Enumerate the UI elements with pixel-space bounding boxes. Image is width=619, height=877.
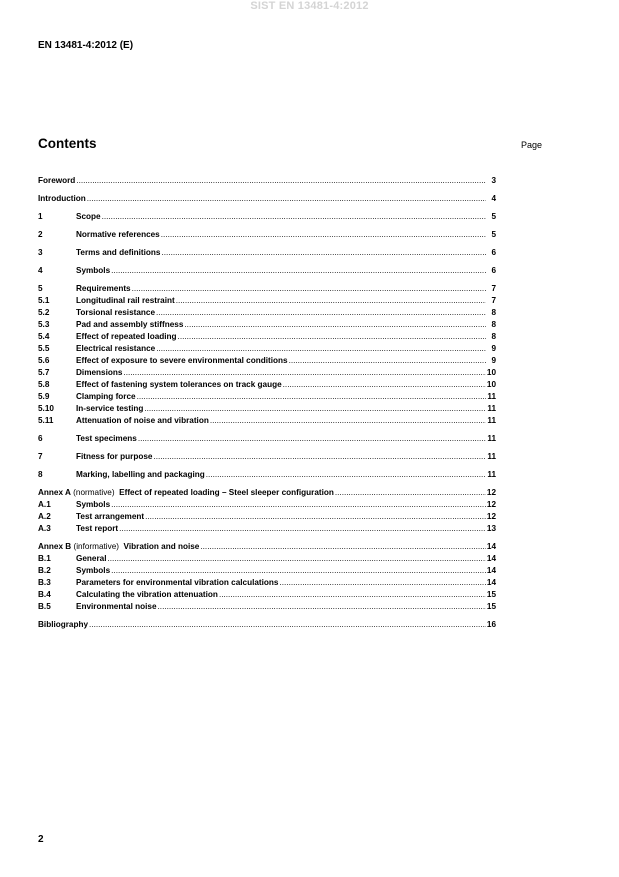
toc-entry-title: Calculating the vibration attenuation (76, 590, 218, 599)
toc-entry-title: Torsional resistance (76, 308, 156, 317)
toc-entry-title: Symbols (76, 266, 111, 275)
toc-entry-title: Parameters for environmental vibration calculations (76, 578, 279, 587)
dot-leader (102, 211, 486, 223)
dot-leader (176, 295, 486, 307)
toc-entry-title: Test report (76, 524, 119, 533)
toc-entry[interactable] (38, 355, 496, 367)
dot-leader (111, 499, 486, 511)
toc-entry-number: A.3 (38, 524, 51, 533)
dot-leader (219, 589, 486, 601)
dot-leader (132, 283, 486, 295)
dot-leader (279, 577, 485, 589)
toc-entry-page: 5 (491, 212, 496, 221)
toc-entry[interactable] (38, 331, 496, 343)
toc-entry-title (38, 487, 334, 499)
toc-entry-number: 5.4 (38, 332, 50, 341)
toc-entry-title: Introduction (38, 194, 86, 203)
toc-entry-page: 15 (486, 590, 496, 599)
toc-entry-page: 4 (491, 194, 496, 203)
toc-entry-page: 13 (486, 524, 496, 533)
dot-leader (335, 487, 486, 499)
toc-entry-page: 14 (486, 578, 496, 587)
dot-leader (161, 229, 486, 241)
toc-entry[interactable] (38, 379, 496, 391)
toc-entry[interactable] (38, 343, 496, 355)
toc-entry-page: 11 (487, 452, 496, 461)
toc-entry[interactable] (38, 577, 496, 589)
table-of-contents (38, 175, 496, 631)
toc-entry[interactable] (38, 265, 496, 277)
toc-entry-page: 12 (486, 500, 496, 509)
dot-leader (200, 541, 486, 553)
dot-leader (178, 331, 486, 343)
dot-leader (289, 355, 486, 367)
page-column-label: Page (521, 140, 543, 150)
toc-entry[interactable] (38, 565, 496, 577)
toc-entry[interactable] (38, 487, 496, 499)
toc-entry-page: 7 (491, 296, 496, 305)
toc-entry-title: Pad and assembly stiffness (76, 320, 184, 329)
toc-entry-number: 5.8 (38, 380, 50, 389)
toc-entry-number: B.4 (38, 590, 51, 599)
toc-entry-number: 6 (38, 434, 43, 443)
toc-entry-page: 6 (491, 266, 496, 275)
toc-entry[interactable] (38, 319, 496, 331)
annex-title: Vibration and noise (121, 542, 200, 551)
toc-entry-page: 6 (491, 248, 496, 257)
toc-entry[interactable] (38, 451, 496, 463)
toc-entry-number: A.2 (38, 512, 51, 521)
toc-entry-page: 11 (487, 434, 496, 443)
contents-heading: Contents (38, 136, 97, 151)
toc-entry-page: 9 (491, 344, 496, 353)
dot-leader (283, 379, 486, 391)
toc-entry[interactable] (38, 307, 496, 319)
toc-entry-title: In-service testing (76, 404, 144, 413)
toc-entry-title: Dimensions (76, 368, 123, 377)
toc-entry-number: 8 (38, 470, 43, 479)
toc-entry-page: 14 (486, 554, 496, 563)
toc-entry-page: 10 (486, 380, 496, 389)
annex-label: Annex B (38, 542, 72, 551)
toc-entry[interactable] (38, 247, 496, 259)
toc-entry-number: 3 (38, 248, 43, 257)
toc-entry[interactable] (38, 391, 496, 403)
toc-entry-title: Test arrangement (76, 512, 145, 521)
toc-entry-title: Foreword (38, 176, 76, 185)
toc-entry-title: Electrical resistance (76, 344, 156, 353)
toc-entry-number: 5.11 (38, 416, 54, 425)
dot-leader (144, 403, 486, 415)
dot-leader (153, 451, 486, 463)
toc-entry-title: Normative references (76, 230, 160, 239)
toc-entry-page: 11 (487, 416, 496, 425)
dot-leader (206, 469, 486, 481)
toc-entry-title: Symbols (76, 500, 111, 509)
annex-title: Effect of repeated loading – Steel sleeper configuration (116, 488, 334, 497)
toc-entry-page: 5 (491, 230, 496, 239)
toc-entry[interactable] (38, 469, 496, 481)
dot-leader (123, 367, 485, 379)
toc-entry-page: 8 (491, 308, 496, 317)
toc-entry[interactable] (38, 193, 496, 205)
dot-leader (111, 265, 486, 277)
toc-entry-title: Fitness for purpose (76, 452, 153, 461)
toc-entry[interactable] (38, 175, 496, 187)
dot-leader (184, 319, 486, 331)
toc-entry[interactable] (38, 553, 496, 565)
dot-leader (145, 511, 486, 523)
toc-entry-number: 5.3 (38, 320, 50, 329)
toc-entry[interactable] (38, 229, 496, 241)
toc-entry-title (38, 541, 199, 553)
dot-leader (156, 343, 486, 355)
dot-leader (108, 553, 486, 565)
toc-entry[interactable] (38, 211, 496, 223)
toc-entry-title: Symbols (76, 566, 111, 575)
toc-entry-number: 5.2 (38, 308, 50, 317)
toc-entry[interactable] (38, 415, 496, 427)
toc-entry-page: 15 (486, 602, 496, 611)
dot-leader (210, 415, 486, 427)
toc-entry-title: Scope (76, 212, 101, 221)
annex-kind: (informative) (71, 542, 122, 551)
toc-entry-number: B.5 (38, 602, 51, 611)
toc-entry-title: General (76, 554, 107, 563)
toc-entry-title: Attenuation of noise and vibration (76, 416, 209, 425)
toc-entry-page: 14 (486, 566, 496, 575)
toc-entry-number: 4 (38, 266, 43, 275)
toc-entry[interactable] (38, 403, 496, 415)
toc-entry[interactable] (38, 523, 496, 535)
dot-leader (158, 601, 486, 613)
toc-entry-number: B.1 (38, 554, 51, 563)
toc-entry[interactable] (38, 283, 496, 295)
watermark: SIST EN 13481-4:2012 (250, 0, 369, 12)
toc-entry-page: 3 (491, 176, 496, 185)
toc-entry[interactable] (38, 589, 496, 601)
toc-entry[interactable] (38, 511, 496, 523)
toc-entry-title: Clamping force (76, 392, 136, 401)
toc-entry-title: Marking, labelling and packaging (76, 470, 205, 479)
toc-entry-number: A.1 (38, 500, 51, 509)
toc-entry-page: 11 (487, 404, 496, 413)
toc-entry-number: 5.5 (38, 344, 50, 353)
toc-entry-page: 12 (486, 512, 496, 521)
toc-entry-page: 7 (491, 284, 496, 293)
toc-entry-number: 5.10 (38, 404, 54, 413)
toc-entry[interactable] (38, 541, 496, 553)
toc-entry-number: 5.1 (38, 296, 50, 305)
toc-entry-page: 12 (486, 488, 496, 497)
toc-entry-number: 1 (38, 212, 43, 221)
toc-entry-page: 8 (491, 332, 496, 341)
toc-entry-title: Effect of repeated loading (76, 332, 177, 341)
toc-entry-number: 7 (38, 452, 43, 461)
toc-entry-title: Effect of fastening system tolerances on track gauge (76, 380, 282, 389)
toc-entry-title: Environmental noise (76, 602, 157, 611)
annex-label: Annex A (38, 488, 71, 497)
toc-entry-title: Terms and definitions (76, 248, 161, 257)
document-id: EN 13481-4:2012 (E) (38, 40, 134, 51)
toc-entry[interactable] (38, 433, 496, 445)
dot-leader (89, 619, 486, 631)
toc-entry-page: 9 (491, 356, 496, 365)
toc-entry-number: 2 (38, 230, 43, 239)
toc-entry-title: Test specimens (76, 434, 137, 443)
dot-leader (138, 433, 486, 445)
toc-entry-page: 16 (486, 620, 496, 629)
toc-entry-title: Bibliography (38, 620, 89, 629)
toc-entry-page: 11 (487, 470, 496, 479)
toc-entry-number: 5.9 (38, 392, 50, 401)
toc-entry[interactable] (38, 499, 496, 511)
toc-entry-page: 8 (491, 320, 496, 329)
toc-entry-page: 14 (486, 542, 496, 551)
dot-leader (156, 307, 486, 319)
dot-leader (76, 175, 486, 187)
toc-entry-number: B.2 (38, 566, 51, 575)
toc-entry[interactable] (38, 367, 496, 379)
page-number: 2 (38, 834, 44, 845)
toc-entry-page: 10 (486, 368, 496, 377)
dot-leader (161, 247, 486, 259)
toc-entry-title: Effect of exposure to severe environmental conditions (76, 356, 288, 365)
toc-entry-title: Requirements (76, 284, 131, 293)
dot-leader (119, 523, 486, 535)
toc-entry-number: B.3 (38, 578, 51, 587)
toc-entry-number: 5 (38, 284, 43, 293)
toc-entry[interactable] (38, 619, 496, 631)
toc-entry[interactable] (38, 601, 496, 613)
toc-entry[interactable] (38, 295, 496, 307)
toc-entry-number: 5.6 (38, 356, 50, 365)
toc-entry-number: 5.7 (38, 368, 50, 377)
annex-kind: (normative) (70, 488, 117, 497)
dot-leader (137, 391, 486, 403)
dot-leader (111, 565, 486, 577)
toc-entry-page: 11 (487, 392, 496, 401)
dot-leader (87, 193, 486, 205)
toc-entry-title: Longitudinal rail restraint (76, 296, 175, 305)
